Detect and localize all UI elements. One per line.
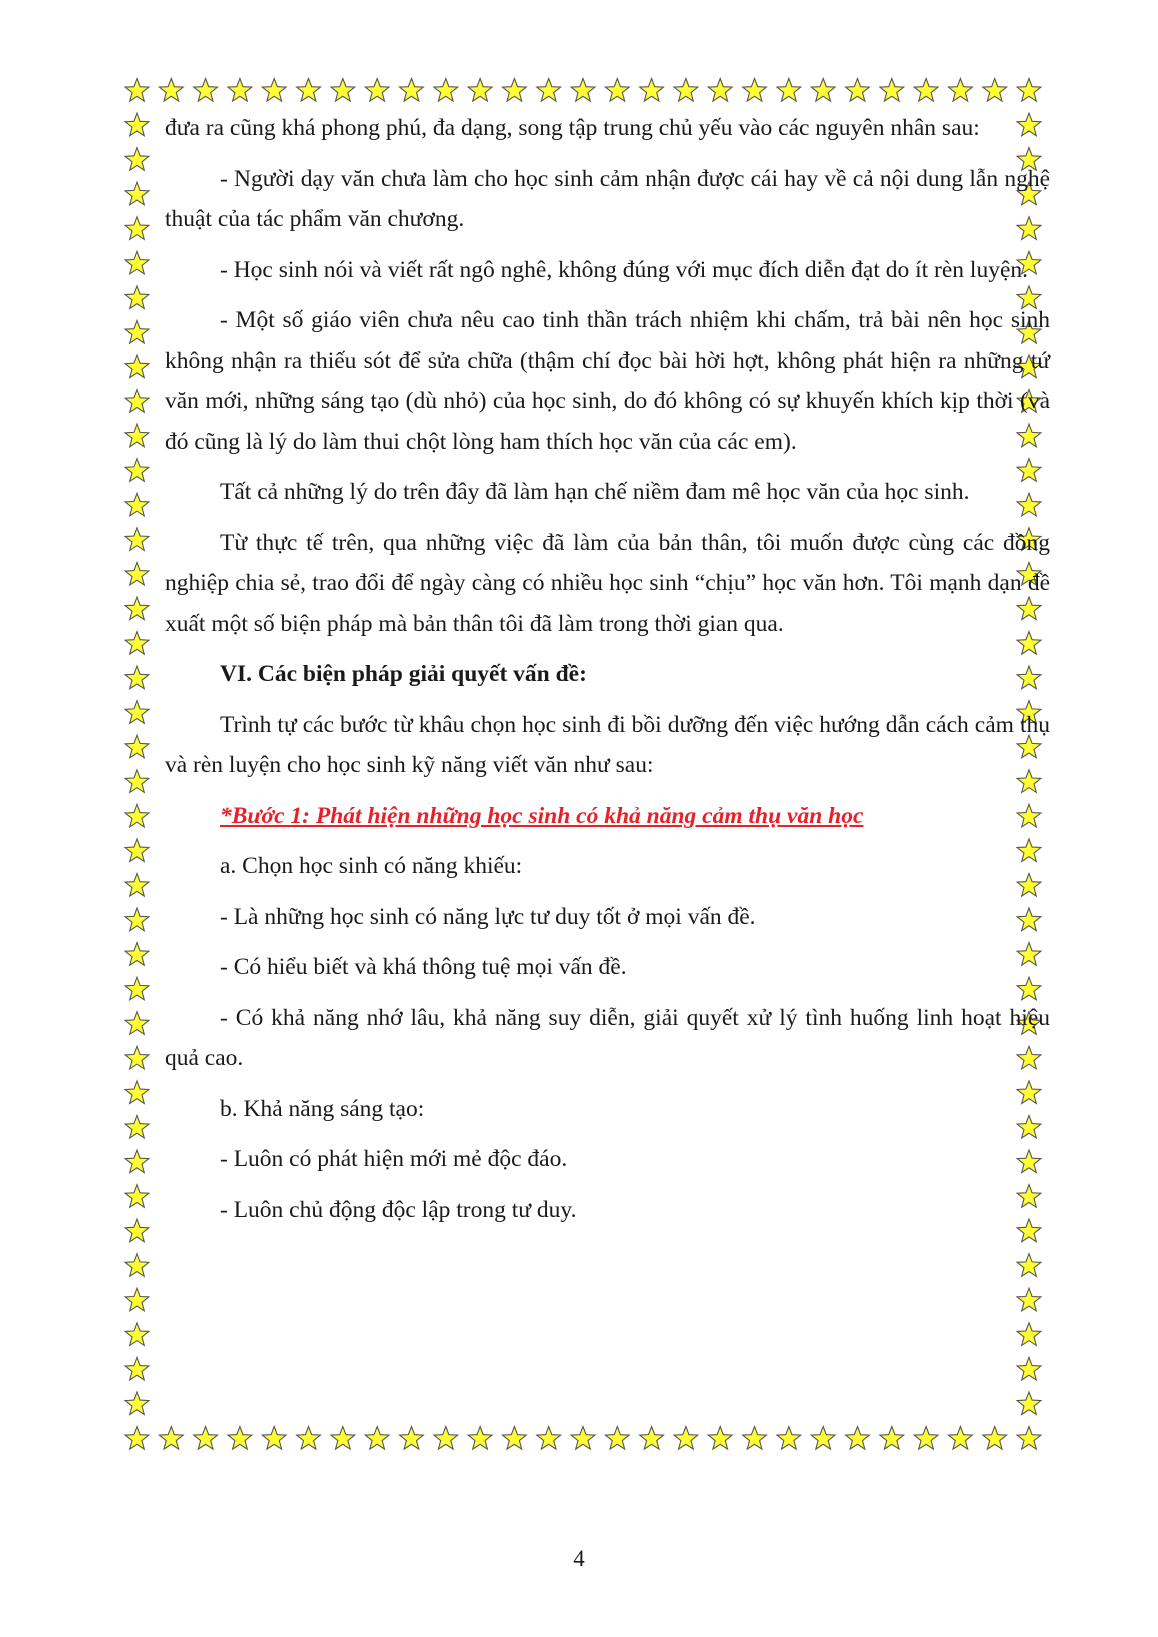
star-icon — [125, 1392, 149, 1415]
star-icon — [880, 79, 904, 102]
star-icon — [1017, 1254, 1041, 1277]
star-icon — [846, 1427, 870, 1450]
subsection-a: a. Chọn học sinh có năng khiếu: — [220, 853, 523, 879]
star-icon — [571, 1427, 595, 1450]
star-icon — [1017, 1392, 1041, 1415]
star-icon — [1017, 1323, 1041, 1346]
list-item: - Là những học sinh có năng lực tư duy tốt ở mọi vấn đề. — [220, 903, 756, 930]
star-icon — [125, 390, 149, 413]
star-icon — [125, 632, 149, 655]
star-icon — [949, 1427, 973, 1450]
star-icon — [640, 79, 664, 102]
paragraph-cause-2: - Học sinh nói và viết rất ngô nghê, không đúng với mục đích diễn đạt do ít rèn luyện. — [220, 256, 1029, 283]
star-icon — [125, 1046, 149, 1069]
paragraph-cause-3: - Một số giáo viên chưa nêu cao tinh thần trách nhiệm khi chấm, trả bài nên học sinh không nhận ra thiếu sót để sửa chữa (thậm chí đọc bài hời hợt, không phát hiện ra những tứ văn mới, những sáng tạo (dù nhỏ) của học sinh, do đó không có sự khuyến khích kịp thời (và đó cũng là lý do làm thui chột lòng ham thích học văn của các em). — [165, 307, 1050, 455]
star-icon — [949, 79, 973, 102]
page-number: 4 — [573, 1546, 585, 1571]
star-icon — [331, 1427, 355, 1450]
star-icon — [125, 874, 149, 897]
star-icon — [365, 79, 389, 102]
step-1-heading: *Bước 1: Phát hiện những học sinh có khả năng cảm thụ văn học — [220, 802, 864, 829]
star-icon — [846, 79, 870, 102]
star-icon — [777, 79, 801, 102]
star-icon — [125, 804, 149, 827]
star-icon — [571, 79, 595, 102]
star-icon — [125, 839, 149, 862]
star-icon — [297, 1427, 321, 1450]
list-item: - Có khả năng nhớ lâu, khả năng suy diễn, giải quyết xử lý tình huống linh hoạt hiệu quả cao. — [165, 1004, 1050, 1071]
star-icon — [468, 79, 492, 102]
paragraph-sequence: Trình tự các bước từ khâu chọn học sinh đi bồi dưỡng đến việc hướng dẫn cách cảm thụ và rèn luyện cho học sinh kỹ năng viết văn như sau: — [165, 711, 1050, 778]
star-icon — [125, 1323, 149, 1346]
star-icon — [125, 320, 149, 343]
star-icon — [125, 1150, 149, 1173]
star-icon — [605, 1427, 629, 1450]
star-icon — [640, 1427, 664, 1450]
star-icon — [125, 459, 149, 482]
star-icon — [434, 1427, 458, 1450]
paragraph-continued: đưa ra cũng khá phong phú, đa dạng, song tập trung chủ yếu vào các nguyên nhân sau: — [165, 115, 980, 141]
document-body — [165, 108, 1050, 1240]
list-item: - Có hiểu biết và khá thông tuệ mọi vấn đề. — [220, 954, 627, 980]
star-icon — [194, 1427, 218, 1450]
paragraph-conclusion: Tất cả những lý do trên đây đã làm hạn chế niềm đam mê học văn của học sinh. — [220, 479, 970, 505]
star-icon — [125, 1357, 149, 1380]
star-icon — [125, 1081, 149, 1104]
star-icon — [125, 562, 149, 585]
star-icon — [125, 148, 149, 171]
star-icon — [125, 908, 149, 931]
star-icon — [262, 1427, 286, 1450]
star-icon — [125, 217, 149, 240]
star-icon — [331, 79, 355, 102]
star-icon — [777, 1427, 801, 1450]
star-icon — [262, 79, 286, 102]
paragraph-proposal: Từ thực tế trên, qua những việc đã làm của bản thân, tôi muốn được cùng các đồng nghiệp chia sẻ, trao đổi để ngày càng có nhiều học sinh “chịu” học văn hơn. Tôi mạnh dạn đề xuất một số biện pháp mà bản thân tôi đã làm trong thời gian qua. — [165, 529, 1050, 637]
star-icon — [468, 1427, 492, 1450]
star-icon — [159, 1427, 183, 1450]
star-icon — [537, 79, 561, 102]
star-icon — [400, 1427, 424, 1450]
star-icon — [537, 1427, 561, 1450]
star-icon — [708, 1427, 732, 1450]
star-icon — [125, 1288, 149, 1311]
star-icon — [811, 79, 835, 102]
star-icon — [194, 79, 218, 102]
star-icon — [743, 79, 767, 102]
star-icon — [125, 1254, 149, 1277]
star-icon — [125, 424, 149, 447]
star-icon — [365, 1427, 389, 1450]
star-icon — [400, 79, 424, 102]
star-icon — [125, 286, 149, 309]
star-icon — [125, 1185, 149, 1208]
star-icon — [1017, 1288, 1041, 1311]
star-icon — [674, 1427, 698, 1450]
star-icon — [1017, 1357, 1041, 1380]
star-icon — [125, 1219, 149, 1242]
star-icon — [434, 79, 458, 102]
paragraph-cause-1: - Người dạy văn chưa làm cho học sinh cảm nhận được cái hay về cả nội dung lẫn nghệ thuật của tác phẩm văn chương. — [165, 165, 1050, 232]
star-icon — [125, 182, 149, 205]
star-icon — [125, 977, 149, 1000]
star-icon — [228, 79, 252, 102]
star-icon — [125, 355, 149, 378]
star-icon — [605, 79, 629, 102]
star-icon — [503, 1427, 527, 1450]
star-icon — [125, 943, 149, 966]
star-icon — [125, 79, 149, 102]
star-icon — [125, 770, 149, 793]
star-icon — [125, 597, 149, 620]
star-icon — [708, 79, 732, 102]
star-icon — [914, 1427, 938, 1450]
star-icon — [1017, 1427, 1041, 1450]
star-icon — [125, 701, 149, 724]
star-icon — [880, 1427, 904, 1450]
star-icon — [159, 79, 183, 102]
star-icon — [228, 1427, 252, 1450]
star-icon — [811, 1427, 835, 1450]
list-item: - Luôn có phát hiện mới mẻ độc đáo. — [220, 1146, 568, 1172]
star-icon — [125, 1427, 149, 1450]
star-icon — [983, 79, 1007, 102]
star-icon — [125, 1012, 149, 1035]
star-icon — [125, 666, 149, 689]
star-icon — [125, 735, 149, 758]
star-icon — [125, 1115, 149, 1138]
star-icon — [503, 79, 527, 102]
star-icon — [1017, 79, 1041, 102]
star-icon — [743, 1427, 767, 1450]
star-icon — [125, 251, 149, 274]
star-icon — [297, 79, 321, 102]
subsection-b: b. Khả năng sáng tạo: — [220, 1095, 425, 1122]
star-icon — [125, 113, 149, 136]
star-icon — [674, 79, 698, 102]
star-icon — [914, 79, 938, 102]
star-icon — [983, 1427, 1007, 1450]
section-heading: VI. Các biện pháp giải quyết vấn đề: — [220, 661, 587, 687]
list-item: - Luôn chủ động độc lập trong tư duy. — [220, 1196, 577, 1223]
star-icon — [125, 528, 149, 551]
star-icon — [125, 493, 149, 516]
